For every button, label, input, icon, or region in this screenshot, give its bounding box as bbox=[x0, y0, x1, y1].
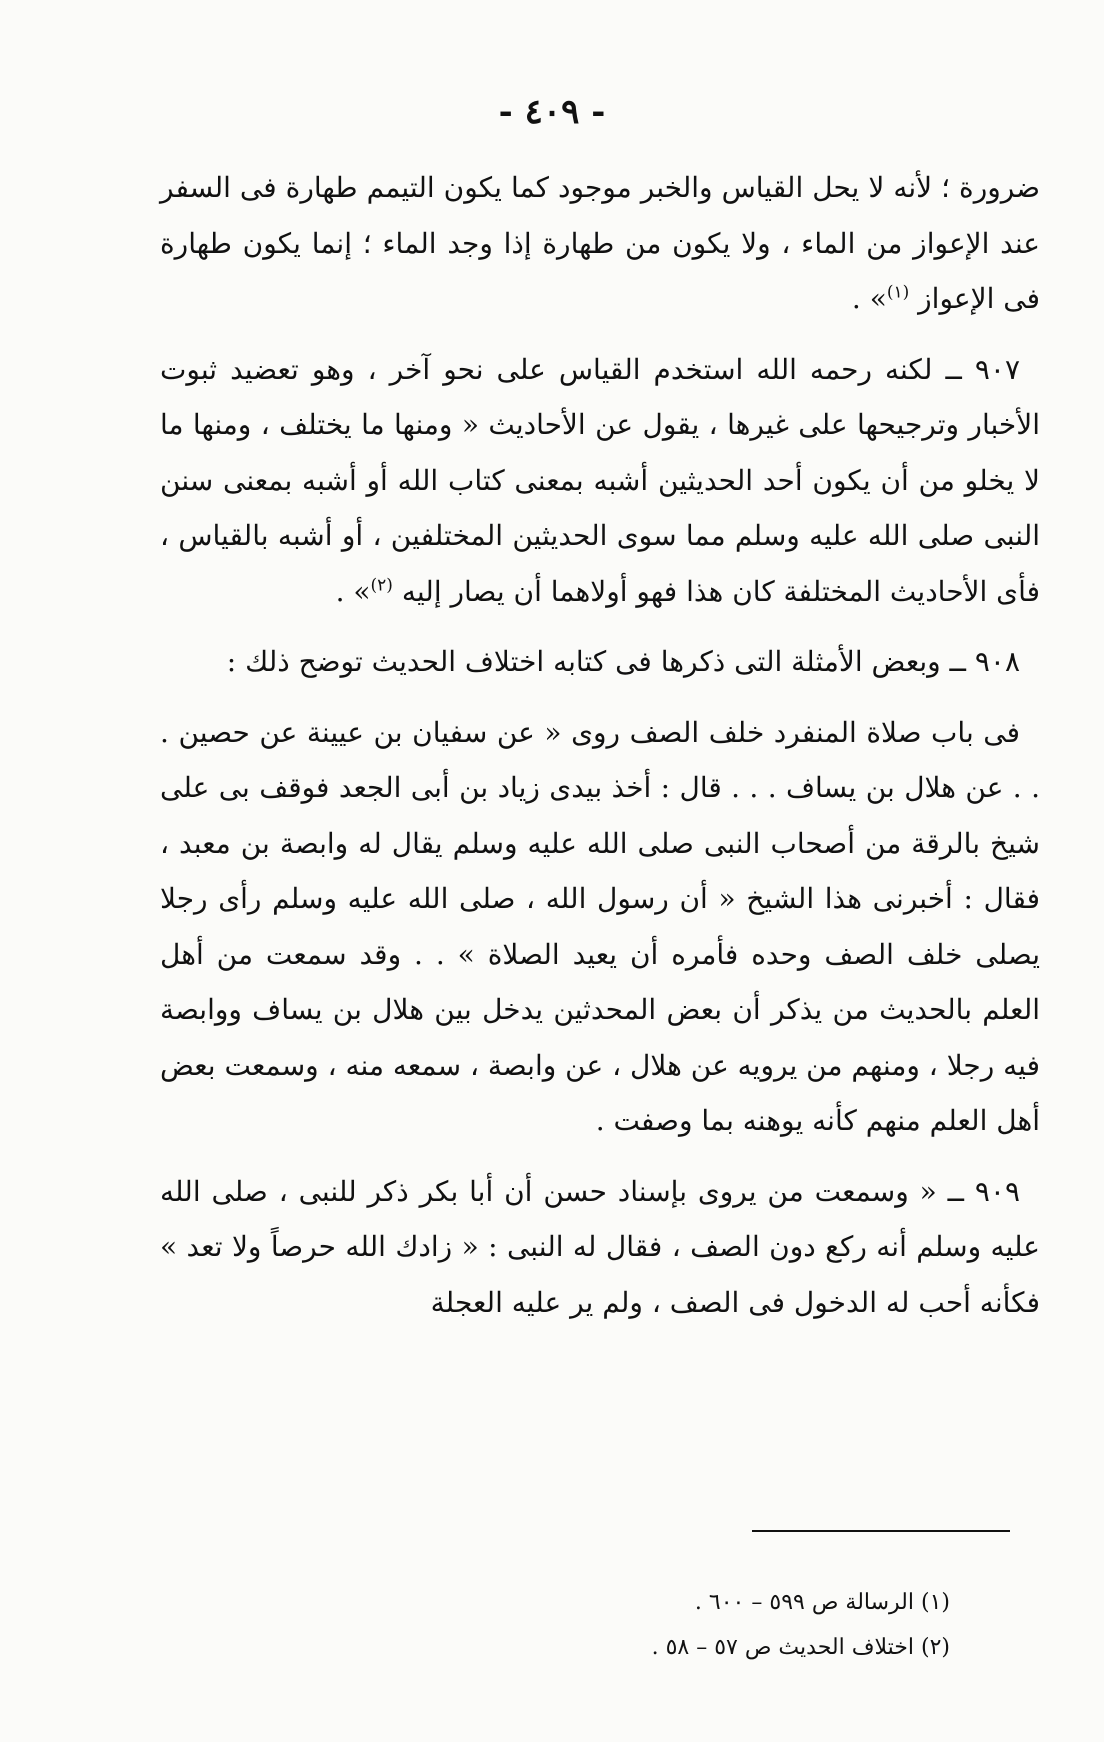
paragraph-hadith bbox=[160, 705, 1040, 1149]
footnote-2: (٢) اختلاف الحديث ص ٥٧ – ٥٨ . bbox=[651, 1635, 950, 1660]
paragraph-909 bbox=[160, 1164, 1040, 1331]
paragraph-907 bbox=[160, 342, 1040, 620]
paragraph-text: فى باب صلاة المنفرد خلف الصف روى « عن سفيان بن عيينة عن حصين . . . عن هلال بن يساف . . . قال : أخذ بيدى زياد بن أبى الجعد فوقف بى على شيخ بالرقة من أصحاب النبى صلى الله عليه وسلم يقال له وابصة بن معبد ، فقال : أخبرنى هذا الشيخ « أن رسول الله ، صلى الله عليه وسلم رأى رجلا يصلى خلف الصف وحده فأمره أن يعيد الصلاة » . . وقد سمعت من أهل العلم بالحديث من يذكر أن بعض المحدثين يدخل بين هلال بن يساف ووابصة فيه رجلا ، ومنهم من يرويه عن هلال ، عن وابصة ، سمعه منه ، وسمعت بعض أهل العلم منهم كأنه يوهنه بما وصفت . bbox=[160, 715, 1040, 1137]
footnote-divider bbox=[752, 1530, 1010, 1532]
footnote-ref: (٢) bbox=[370, 575, 393, 596]
paragraph-tail: » . bbox=[335, 574, 371, 608]
paragraph-tail: » . bbox=[851, 282, 887, 315]
paragraph-text: ٩٠٧ ــ لكنه رحمه الله استخدم القياس على نحو آخر ، وهو تعضيد ثبوت الأخبار وترجيحها على غيرها ، يقول عن الأحاديث « ومنها ما يختلف ، ومنها ما لا يخلو من أن يكون أحد الحديثين أشبه بمعنى كتاب الله أو أشبه بمعنى سنن النبى صلى الله عليه وسلم مما سوى الحديثين المختلفين ، أو أشبه بالقياس ، فأى الأحاديث المختلفة كان هذا فهو أولاهما أن يصار إليه bbox=[160, 352, 1040, 608]
footnote-1: (١) الرسالة ص ٥٩٩ – ٦٠٠ . bbox=[694, 1590, 950, 1615]
page-number: - ٤٠٩ - bbox=[498, 92, 606, 132]
footnotes bbox=[560, 1580, 950, 1670]
paragraph-908 bbox=[160, 634, 1040, 690]
body-text bbox=[160, 160, 1040, 1345]
paragraph-text: ضرورة ؛ لأنه لا يحل القياس والخبر موجود كما يكون التيمم طهارة فى السفر عند الإعواز من الماء ، ولا يكون من طهارة إذا وجد الماء ؛ إنما يكون طهارة فى الإعواز bbox=[160, 171, 1040, 315]
paragraph-text: ٩٠٩ ــ « وسمعت من يروى بإسناد حسن أن أبا بكر ذكر للنبى ، صلى الله عليه وسلم أنه ركع دون الصف ، فقال له النبى : « زادك الله حرصاً ولا تعد » فكأنه أحب له الدخول فى الصف ، ولم ير عليه العجلة bbox=[160, 1174, 1040, 1319]
paragraph-1 bbox=[160, 160, 1040, 327]
paragraph-text: ٩٠٨ ــ وبعض الأمثلة التى ذكرها فى كتابه اختلاف الحديث توضح ذلك : bbox=[226, 645, 1020, 678]
footnote-ref: (١) bbox=[886, 282, 910, 303]
